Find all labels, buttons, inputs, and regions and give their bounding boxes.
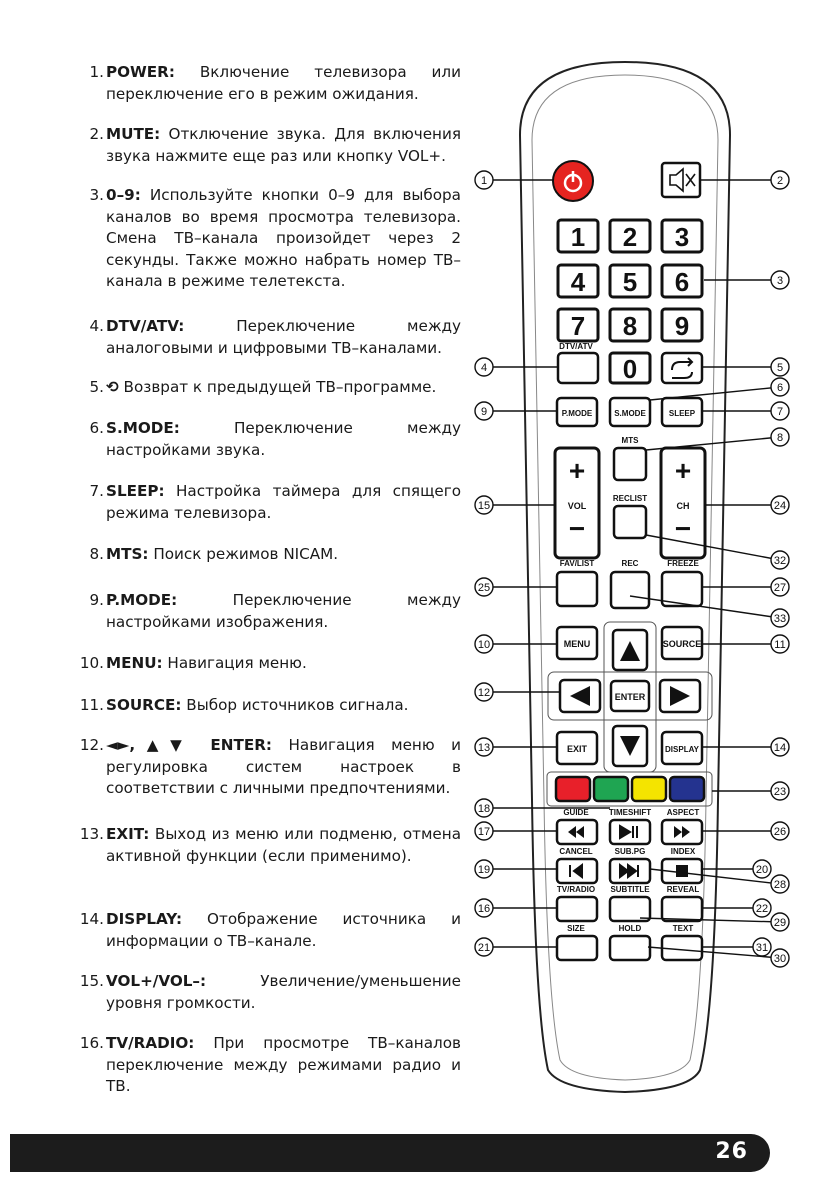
button-caption: INDEX — [670, 847, 696, 856]
button-caption: DTV/ATV — [559, 342, 593, 351]
digit-label: 8 — [622, 311, 638, 341]
callout-25 — [475, 578, 557, 596]
digit-2-button[interactable] — [610, 220, 650, 252]
callout-number: 29 — [773, 917, 787, 929]
exit-button[interactable] — [557, 732, 597, 764]
callout-21 — [475, 938, 557, 956]
mute-button[interactable] — [662, 163, 700, 197]
right-arrow-button[interactable] — [660, 680, 700, 712]
callout-7 — [702, 402, 789, 420]
callout-5 — [702, 358, 789, 376]
callout-number: 11 — [774, 639, 786, 651]
key-label: P.MODE — [561, 409, 593, 418]
callout-number: 1 — [480, 175, 488, 187]
instruction-item — [66, 377, 461, 399]
subtitle-button[interactable] — [610, 897, 650, 921]
button-caption: TIMESHIFT — [608, 808, 652, 817]
callout-2 — [700, 171, 789, 189]
item-description: Используйте кнопки 0–9 для выбора каналов во время просмотра телевизора. Смена ТВ–канала произойдет через 2 секунды. Также можно набрать номер ТВ–канала в режиме телетекста. — [106, 186, 461, 290]
key-name: ◄►,▲▼ ENTER: — [106, 736, 272, 754]
tv-radio-button[interactable] — [557, 897, 597, 921]
item-description: Возврат к предыдущей ТВ–программе. — [118, 378, 437, 396]
callout-13 — [475, 738, 557, 756]
callout-number: 30 — [773, 953, 787, 965]
callout-number: 6 — [776, 382, 784, 394]
item-number: 4. — [89, 317, 104, 335]
remote-control-diagram — [470, 60, 830, 1100]
play-pause-button[interactable] — [610, 820, 650, 844]
button-caption: TEXT — [672, 924, 694, 933]
key-label: ENTER — [614, 692, 646, 702]
key-name: S.MODE: — [106, 419, 180, 437]
callout-number: 21 — [477, 942, 491, 954]
instruction-item — [66, 971, 461, 1014]
key-name: EXIT: — [106, 825, 150, 843]
digit-label: 7 — [570, 311, 586, 341]
callout-4 — [475, 358, 558, 376]
callout-number: 31 — [755, 942, 769, 954]
callout-number: 4 — [480, 362, 488, 374]
item-number: 14. — [79, 910, 104, 928]
item-description: Включение телевизора или переключение его в режим ожидания. — [106, 63, 461, 103]
callout-11 — [702, 635, 789, 653]
digit-4-button[interactable] — [558, 265, 598, 297]
up-arrow-button[interactable] — [613, 630, 647, 670]
callout-10 — [475, 635, 557, 653]
callout-number: 32 — [773, 555, 787, 567]
s-mode-button[interactable] — [610, 398, 650, 426]
callout-23 — [712, 782, 789, 800]
key-label: EXIT — [566, 744, 588, 754]
callout-number: 17 — [477, 826, 491, 838]
vol-plus-label: + — [568, 455, 586, 486]
yellow-button[interactable] — [632, 777, 666, 801]
digit-label: 4 — [570, 267, 586, 297]
ch-plus-label: + — [674, 455, 692, 486]
menu-button[interactable] — [557, 627, 597, 659]
button-caption: REVEAL — [666, 885, 700, 894]
item-number: 7. — [89, 482, 104, 500]
key-name: TV/RADIO: — [106, 1034, 195, 1052]
callout-number: 23 — [773, 786, 787, 798]
key-name: P.MODE: — [106, 591, 178, 609]
callout-number: 2 — [776, 175, 784, 187]
item-number: 8. — [89, 545, 104, 563]
mts-button[interactable] — [614, 448, 646, 480]
callout-number: 9 — [480, 406, 488, 418]
callout-24 — [705, 496, 789, 514]
button-caption: CANCEL — [559, 847, 593, 856]
key-name: DISPLAY: — [106, 910, 183, 928]
callout-number: 28 — [773, 879, 787, 891]
item-description: Переключение между настройками изображения. — [106, 591, 461, 631]
down-arrow-button[interactable] — [613, 726, 647, 766]
item-number: 9. — [89, 591, 104, 609]
item-description: Выход из меню или подменю, отмена активной функции (если применимо). — [106, 825, 461, 865]
item-number: 16. — [79, 1034, 104, 1052]
item-number: 3. — [89, 186, 104, 204]
instruction-item — [66, 590, 461, 633]
instruction-item — [66, 316, 461, 359]
source-button[interactable] — [662, 627, 702, 659]
red-button[interactable] — [556, 777, 590, 801]
fav-list-button[interactable] — [557, 572, 597, 606]
item-description: При просмотре ТВ–каналов переключение между режимами радио и ТВ. — [106, 1034, 461, 1095]
callout-number: 12 — [477, 687, 491, 699]
button-caption: TV/RADIO — [556, 885, 596, 894]
callout-12 — [475, 683, 560, 701]
callout-number: 10 — [477, 639, 491, 651]
page-number: 26 — [715, 1139, 748, 1164]
item-number: 12. — [79, 736, 104, 754]
instruction-item — [66, 62, 461, 105]
remote-keys — [547, 342, 712, 960]
key-name: DTV/ATV: — [106, 317, 185, 335]
recall-button[interactable] — [662, 353, 702, 383]
callout-15 — [475, 496, 555, 514]
digit-label: 0 — [622, 354, 638, 384]
volume-rocker[interactable] — [555, 448, 599, 558]
item-number: 13. — [79, 825, 104, 843]
instruction-item — [66, 124, 461, 167]
button-caption: FREEZE — [667, 559, 699, 568]
green-button[interactable] — [594, 777, 628, 801]
callout-number: 16 — [477, 903, 491, 915]
callout-number: 19 — [477, 864, 491, 876]
key-name: SOURCE: — [106, 696, 182, 714]
button-caption: HOLD — [618, 924, 642, 933]
footer-bar — [10, 1134, 770, 1172]
button-caption: MTS — [621, 436, 639, 445]
button-caption: RECLIST — [612, 494, 648, 503]
instruction-item — [66, 544, 461, 566]
callout-14 — [702, 738, 789, 756]
vol-minus-label: − — [568, 513, 586, 544]
digit-5-button[interactable] — [610, 265, 650, 297]
instruction-item — [66, 824, 461, 867]
callout-number: 20 — [755, 864, 769, 876]
callout-number: 18 — [477, 803, 491, 815]
button-caption: GUIDE — [563, 808, 589, 817]
hold-button[interactable] — [610, 936, 650, 960]
item-number: 11. — [79, 696, 104, 714]
rewind-button[interactable] — [557, 820, 597, 844]
button-caption: ASPECT — [666, 808, 700, 817]
digit-label: 9 — [674, 311, 690, 341]
key-name: POWER: — [106, 63, 175, 81]
button-caption: SUBTITLE — [610, 885, 650, 894]
next-button[interactable] — [610, 859, 650, 883]
instruction-item — [66, 909, 461, 952]
digit-label: 2 — [622, 222, 638, 252]
digit-label: 3 — [674, 222, 690, 252]
item-number: 6. — [89, 419, 104, 437]
callout-number: 8 — [776, 432, 784, 444]
callout-3 — [704, 271, 789, 289]
callout-19 — [475, 860, 557, 878]
callout-9 — [475, 402, 557, 420]
rec-button[interactable] — [611, 572, 649, 608]
button-caption: FAV/LIST — [559, 559, 595, 568]
instruction-item — [66, 695, 461, 717]
callout-number: 3 — [776, 275, 784, 287]
digit-label: 1 — [570, 222, 586, 252]
button-caption: SIZE — [567, 924, 585, 933]
item-description: Навигация меню. — [162, 654, 307, 672]
item-number: 5. — [89, 378, 104, 396]
remote-svg — [470, 60, 830, 1100]
callout-number: 25 — [477, 582, 491, 594]
item-description: Переключение между аналоговыми и цифровыми ТВ–каналами. — [106, 317, 461, 357]
callout-16 — [475, 899, 557, 917]
blue-button[interactable] — [670, 777, 704, 801]
item-description: Поиск режимов NICAM. — [148, 545, 339, 563]
key-label: MENU — [563, 639, 591, 649]
button-caption: SUB.PG — [614, 847, 646, 856]
digit-6-button[interactable] — [662, 265, 702, 297]
reclist-button[interactable] — [614, 506, 646, 538]
size-button[interactable] — [557, 936, 597, 960]
digit-0-button[interactable] — [610, 353, 650, 384]
callout-number: 33 — [773, 613, 787, 625]
sleep-button[interactable] — [662, 398, 702, 426]
enter-button[interactable] — [611, 681, 649, 711]
item-description: Выбор источников сигнала. — [181, 696, 409, 714]
instruction-item — [66, 653, 461, 675]
callout-number: 7 — [776, 406, 784, 418]
left-arrow-button[interactable] — [560, 680, 600, 712]
item-description: Отключение звука. Для включения звука нажмите еще раз или кнопку VOL+. — [106, 125, 461, 165]
callout-22 — [702, 899, 771, 917]
key-label: SLEEP — [668, 409, 696, 418]
instruction-item — [66, 418, 461, 461]
callout-number: 24 — [773, 500, 787, 512]
power-button[interactable] — [553, 161, 593, 201]
display-button[interactable] — [662, 732, 702, 764]
digit-1-button[interactable] — [558, 220, 598, 252]
item-description: Переключение между настройками звука. — [106, 419, 461, 459]
instruction-item — [66, 185, 461, 293]
ch-minus-label: − — [674, 513, 692, 544]
p-mode-button[interactable] — [557, 398, 597, 426]
item-number: 1. — [89, 63, 104, 81]
key-label: DISPLAY — [665, 745, 699, 754]
key-name: MUTE: — [106, 125, 161, 143]
reveal-button[interactable] — [662, 897, 702, 921]
item-description: Увеличение/уменьшение уровня громкости. — [106, 972, 461, 1012]
ch-label: CH — [676, 501, 690, 511]
digit-7-button[interactable] — [558, 309, 598, 341]
button-caption: REC — [621, 559, 639, 568]
key-name: MTS: — [106, 545, 149, 563]
instruction-item — [66, 481, 461, 524]
previous-button[interactable] — [557, 859, 597, 883]
instruction-item — [66, 1033, 461, 1098]
callout-26 — [702, 822, 789, 840]
callout-number: 5 — [776, 362, 784, 374]
callout-number: 15 — [477, 500, 491, 512]
callout-number: 14 — [773, 742, 787, 754]
callout-number: 27 — [773, 582, 787, 594]
digit-3-button[interactable] — [662, 220, 702, 252]
key-label: S.MODE — [614, 409, 646, 418]
callout-18 — [475, 799, 610, 817]
item-number: 2. — [89, 125, 104, 143]
item-number: 15. — [79, 972, 104, 990]
callout-20 — [702, 860, 771, 878]
callout-number: 26 — [773, 826, 787, 838]
digit-label: 6 — [674, 267, 690, 297]
key-name: VOL+/VOL–: — [106, 972, 207, 990]
callout-27 — [702, 578, 789, 596]
key-label: SOURCE — [662, 639, 702, 649]
fast-forward-button[interactable] — [662, 820, 702, 844]
item-description: Отображение источника и информации о ТВ–канале. — [106, 910, 461, 950]
callout-number: 22 — [755, 903, 769, 915]
key-name: ⟲ — [106, 378, 119, 396]
item-description: Навигация меню и регулировка систем настроек в соответствии с личными предпочтениями. — [106, 736, 461, 797]
digit-label: 5 — [622, 267, 638, 297]
item-number: 10. — [79, 654, 104, 672]
callout-1 — [475, 171, 554, 189]
key-name: SLEEP: — [106, 482, 165, 500]
key-name: MENU: — [106, 654, 163, 672]
key-name: 0–9: — [106, 186, 141, 204]
vol-label: VOL — [567, 501, 587, 511]
digit-9-button[interactable] — [662, 309, 702, 341]
item-description: Настройка таймера для спящего режима телевизора. — [106, 482, 461, 522]
dtv-atv-button[interactable] — [558, 353, 598, 383]
callout-number: 13 — [477, 742, 491, 754]
digit-8-button[interactable] — [610, 309, 650, 341]
instruction-item — [66, 735, 461, 800]
